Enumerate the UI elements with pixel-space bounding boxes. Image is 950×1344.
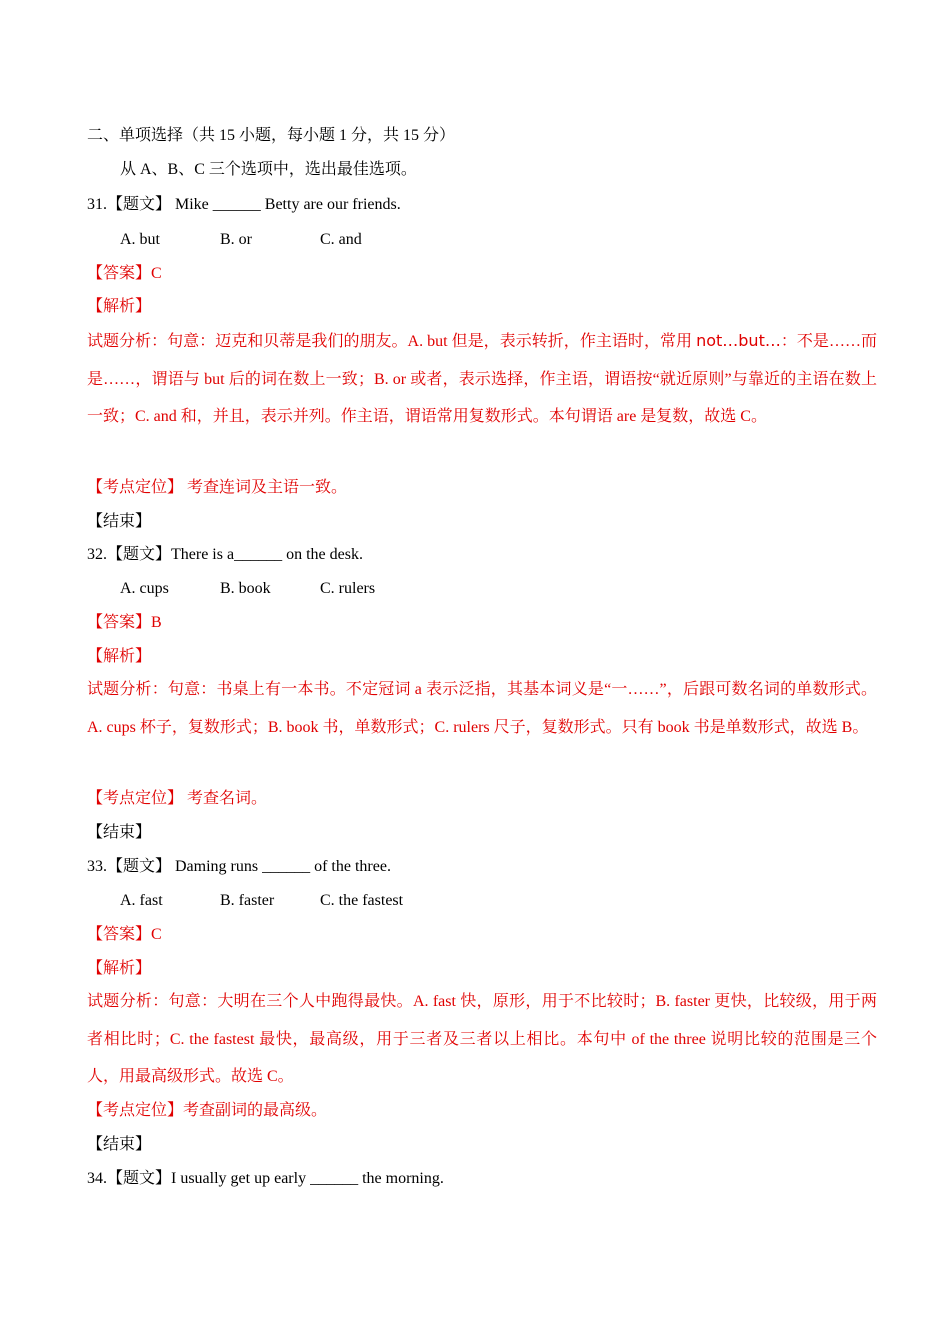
question-end: 【结束】 — [87, 824, 152, 841]
analysis-label: 【解析】 — [87, 960, 152, 977]
answer: 【答案】C — [87, 926, 162, 943]
knowledge-point: 【考点定位】 考查名词。 — [87, 790, 268, 807]
option-a: A. cups — [120, 580, 169, 597]
option-a: A. fast — [120, 892, 163, 909]
option-c: C. rulers — [320, 580, 376, 597]
question-stem: 31.【题文】 Mike ______ Betty are our friends. — [87, 196, 401, 213]
analysis-text — [87, 322, 877, 436]
analysis-phrase: not…but… — [696, 331, 781, 350]
question-stem: 32.【题文】There is a______ on the desk. — [87, 546, 363, 563]
analysis-part: 试题分析：句意：迈克和贝蒂是我们的朋友。A. but 但是，表示转折，作主语时，常用 — [87, 333, 697, 350]
section-instruction: 从 A、B、C 三个选项中，选出最佳选项。 — [120, 161, 417, 178]
option-b: B. faster — [220, 892, 275, 909]
option-b: B. or — [220, 231, 252, 248]
analysis-label: 【解析】 — [87, 648, 152, 665]
question-stem: 34.【题文】I usually get up early ______ the morning. — [87, 1170, 444, 1187]
analysis-text: 试题分析：句意：大明在三个人中跑得最快。A. fast 快，原形，用于不比较时；B. faster 更快，比较级，用于两者相比时；C. the fastest 最快，最高级，用于三者及三者以上相比。本句中 of the three 说明比较的范围是三个人，用最高级形式。故选 C。 — [87, 993, 877, 1085]
analysis-label: 【解析】 — [87, 298, 152, 315]
section-title: 二、单项选择（共 15 小题，每小题 1 分，共 15 分） — [87, 127, 456, 144]
question-end: 【结束】 — [87, 513, 152, 530]
question-stem: 33.【题文】 Daming runs ______ of the three. — [87, 858, 391, 875]
answer: 【答案】B — [87, 614, 162, 631]
knowledge-point: 【考点定位】考查副词的最高级。 — [87, 1102, 328, 1119]
option-c: C. and — [320, 231, 362, 248]
question-end: 【结束】 — [87, 1136, 152, 1153]
option-b: B. book — [220, 580, 271, 597]
option-a: A. but — [120, 231, 160, 248]
analysis-part: ：不是……而是……，谓语与 but 后的词在数上一致；B. or 或者，表示选择，作主语，谓语按“就近原则”与靠近的主语在数上一致；C. and 和，并且，表示并列。作主语，谓语常用复数形式。本句谓语 are 是复数，故选 C。 — [87, 333, 877, 425]
option-c: C. the fastest — [320, 892, 404, 909]
answer: 【答案】C — [87, 265, 162, 282]
analysis-text: 试题分析：句意：书桌上有一本书。不定冠词 a 表示泛指，其基本词义是“一……”，后跟可数名词的单数形式。A. cups 杯子，复数形式；B. book 书，单数形式；C. rulers 尺子，复数形式。只有 book 书是单数形式，故选 B。 — [87, 681, 877, 736]
knowledge-point: 【考点定位】 考查连词及主语一致。 — [87, 479, 348, 496]
